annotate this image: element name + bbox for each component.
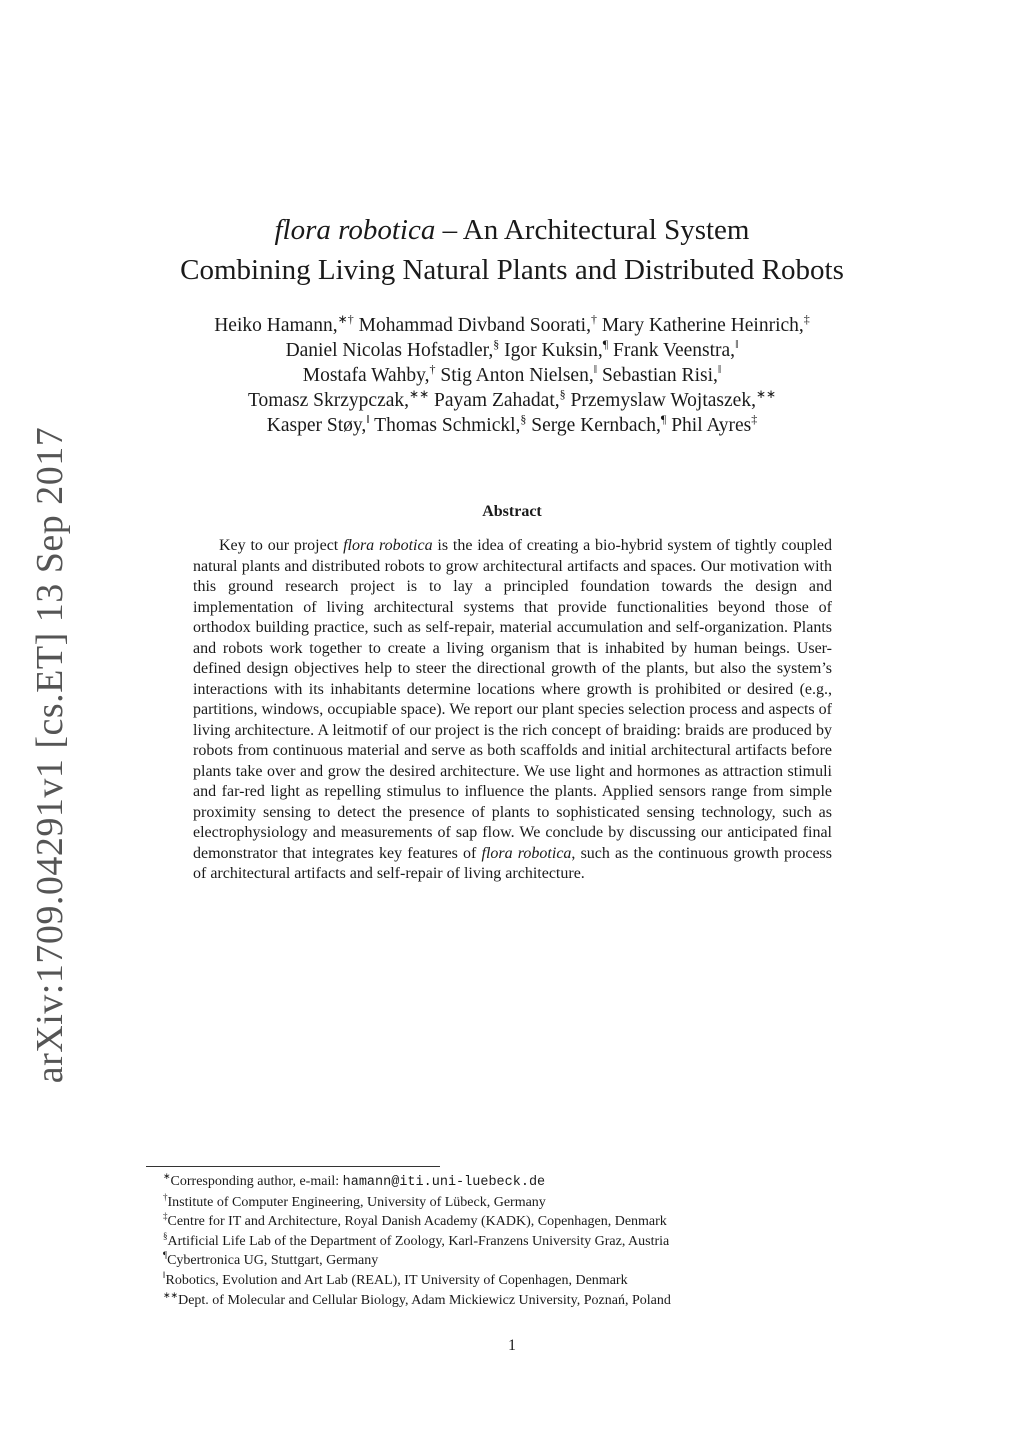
footnote (163, 1172, 883, 1193)
footnote-text: Artificial Life Lab of the Department of Zoology, Karl-Franzens University Graz, Austria (167, 1233, 670, 1249)
author-mark: ∗∗ (409, 387, 430, 401)
footnote (163, 1212, 883, 1232)
footnote-mark: ‖ (163, 1269, 166, 1280)
author-name: Mohammad Divband Soorati, (358, 315, 591, 336)
footnote-text: Cybertronica UG, Stuttgart, Germany (167, 1253, 379, 1269)
title-line-2: Combining Living Natural Plants and Distributed Robots (180, 254, 844, 286)
footnote-mark: ∗∗ (163, 1289, 179, 1300)
abstract-emphasis: flora robotica (343, 537, 433, 554)
footnote-text: Robotics, Evolution and Art Lab (REAL), IT University of Copenhagen, Denmark (165, 1272, 628, 1288)
footnote (163, 1251, 883, 1271)
abstract-text: is the idea of creating a bio-hybrid system of tightly coupled natural plants and distributed robots to grow architectural artifacts and spaces. Our motivation with this ground research project is to lay a principled foundation towards the design and implementation of living architectural systems that provide functionalities beyond those of orthodox building practice, such as self-repair, material accumulation and self-organization. Plants and robots work together to create a living organism that is inhabited by human beings. User-defined design objectives help to steer the directional growth of the plants, but also the system’s interactions with its inhabitants determine locations where growth is prohibited or desired (e.g., partitions, windows, occupiable space). We report our plant species selection process and aspects of living architecture. A leitmotif of our project is the rich concept of braiding: braids are produced by robots from continuous material and serve as both scaffolds and initial architectural artifacts before plants take over and grow the desired architecture. We use light and hormones as attraction stimuli and far-red light as repelling stimulus to influence the plants. Applied sensors range from simple proximity sensing to detect the presence of plants to sophisticated sensing technology, such as electrophysiology and measurements of sap flow. We conclude by discussing our anticipated final demonstrator that integrates key features of (193, 537, 832, 862)
footnote-mark: ‡ (163, 1211, 168, 1222)
author-name: Phil Ayres (671, 415, 752, 436)
abstract-text: Key to our project (219, 537, 344, 554)
footnotes (163, 1172, 883, 1310)
title-italic: flora robotica (274, 214, 436, 246)
footnote-text: Institute of Computer Engineering, University of Lübeck, Germany (167, 1194, 546, 1210)
author-mark: ‡ (803, 312, 810, 326)
author-mark: † (429, 362, 436, 376)
author-line (140, 338, 884, 363)
author-name: Mostafa Wahby, (302, 365, 430, 386)
email-link[interactable]: hamann@iti.uni-luebeck.de (342, 1175, 546, 1190)
footnote-mark: ¶ (163, 1250, 168, 1261)
author-mark: † (590, 312, 597, 326)
author-name: Przemyslaw Wojtaszek, (570, 390, 756, 411)
author-name: Payam Zahadat, (434, 390, 560, 411)
arxiv-sidebar (20, 426, 80, 1084)
author-mark: ¶ (660, 412, 667, 426)
author-name: Frank Veenstra, (613, 340, 736, 361)
footnote-text: Dept. of Molecular and Cellular Biology, Adam Mickiewicz University, Poznań, Poland (178, 1292, 671, 1308)
author-name: Serge Kernbach, (531, 415, 661, 436)
author-name: Tomasz Skrzypczak, (247, 390, 410, 411)
author-line (140, 313, 884, 338)
page-number: 1 (508, 1337, 516, 1354)
footnote-text: Corresponding author, e-mail: (170, 1174, 343, 1189)
footnote-text: Centre for IT and Architecture, Royal Danish Academy (KADK), Copenhagen, Denmark (167, 1214, 667, 1230)
author-mark: ‖ (717, 362, 722, 376)
abstract-heading: Abstract (482, 503, 542, 520)
arxiv-identifier: arXiv:1709.04291v1 [cs.ET] 13 Sep 2017 (29, 426, 71, 1084)
author-line (140, 388, 884, 413)
author-mark: ‖ (366, 412, 370, 426)
author-line (140, 363, 884, 388)
footnote (163, 1232, 883, 1252)
author-mark: ‖ (735, 337, 739, 351)
title-line-1-rest: – An Architectural System (435, 214, 750, 246)
abstract-text: , such as the continuous growth process of architectural artifacts and self-repair of living architecture. (193, 844, 833, 882)
author-name: Sebastian Risi, (601, 365, 718, 386)
author-mark: ∗† (337, 312, 354, 326)
author-name: Heiko Hamann, (214, 315, 338, 336)
footnote-mark: ∗ (163, 1171, 171, 1181)
author-mark: ‡ (751, 412, 758, 426)
footnote-mark: † (163, 1191, 168, 1202)
author-list (140, 313, 884, 438)
author-mark: ¶ (602, 337, 609, 351)
author-name: Mary Katherine Heinrich, (601, 315, 804, 336)
author-mark: ∗∗ (755, 387, 777, 401)
author-name: Stig Anton Nielsen, (440, 365, 594, 386)
abstract-body (193, 536, 832, 885)
author-mark: ‖ (593, 362, 598, 376)
author-mark: § (559, 387, 566, 401)
author-line (140, 413, 884, 438)
footnote (163, 1193, 883, 1213)
footnote (163, 1291, 883, 1311)
footnote-divider (146, 1166, 440, 1167)
title-line-1 (140, 210, 884, 250)
author-name: Kasper Støy, (266, 415, 367, 436)
abstract-emphasis: flora robotica (481, 844, 572, 862)
author-mark: § (520, 412, 527, 426)
footnote (163, 1271, 883, 1291)
author-mark: § (493, 337, 500, 351)
paper-title (140, 210, 884, 290)
author-name: Igor Kuksin, (504, 340, 603, 361)
author-name: Daniel Nicolas Hofstadler, (285, 340, 494, 361)
author-name: Thomas Schmickl, (374, 415, 521, 436)
footnote-mark: § (163, 1230, 168, 1241)
